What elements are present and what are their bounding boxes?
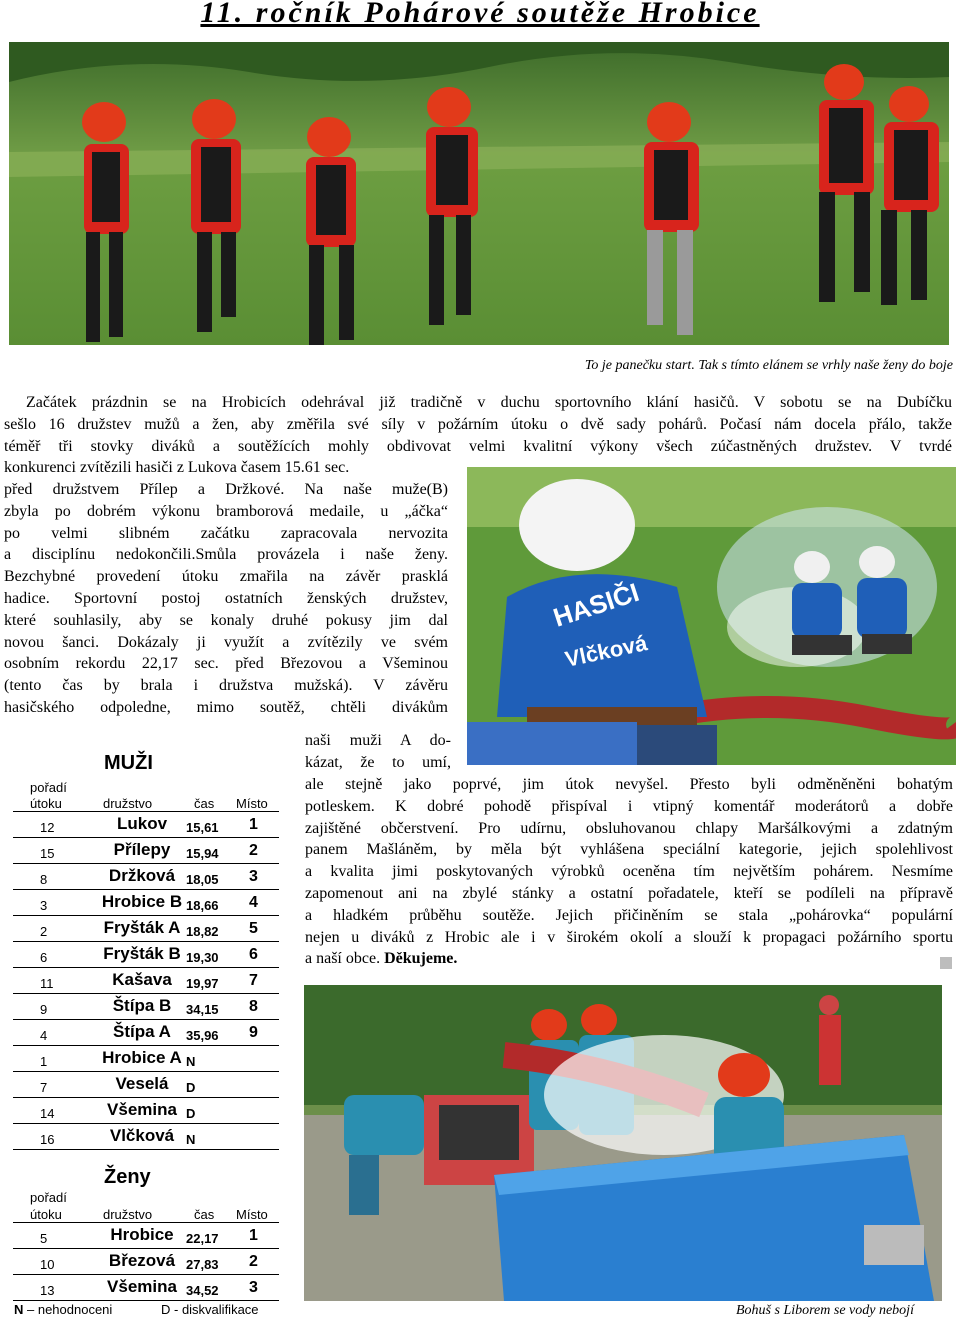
svg-text:Vlčková: Vlčková [562, 630, 650, 672]
article-line: které souhlasily, aby se konaly druhé pokusy jim dal [4, 611, 448, 629]
cell-poradi: 3 [40, 898, 48, 913]
table-rule [13, 1045, 279, 1046]
page-title: 11. ročník Pohárové soutěže Hrobice [200, 0, 760, 29]
photo-women-start-graphic [9, 42, 949, 345]
cell-poradi: 5 [40, 1231, 48, 1246]
cell-misto: 2 [249, 842, 258, 859]
cell-cas: 19,97 [186, 976, 219, 991]
article-line: téměř tři stovky diváků a soutěžících mohly obdivovat velmi kvalitní výkony všech zúčastněných družstev. V tvrdé [4, 437, 952, 455]
table-rule [13, 993, 279, 994]
cell-misto: 5 [249, 920, 258, 937]
article-line: hasičského odpoledne, mimo soutěž, chtěli divákům [4, 698, 448, 716]
article-last-text: a naší obce. [305, 950, 385, 968]
table-rule [13, 1222, 279, 1223]
col-druzstvo: družstvo [103, 1207, 153, 1222]
muzi-heading: MUŽI [104, 752, 153, 774]
table-rule [13, 1248, 279, 1249]
muzi-table [0, 748, 300, 1158]
cell-cas: 34,15 [186, 1002, 219, 1017]
article-line: panem Mašláněm, by měla být vyhlášena speciální kategorie, jejich spolehlivost [305, 841, 953, 859]
article-line: naši muži A do- [305, 732, 451, 749]
article-line: (tento čas by brala i družstva mužská). V závěru [4, 677, 448, 695]
article-thanks: Děkujeme. [384, 950, 458, 968]
article-line: po velmi slibném začátku zapracovala nervozita [4, 524, 448, 542]
article-line: hadice. Sportovní postoj ostatních ženských družstev, [4, 589, 448, 607]
article-line: kázat, že to umí, [305, 753, 451, 771]
article-line: Začátek prázdnin se na Hrobicích odehrával již tradičně v duchu sportovního klání hasičů. V sobotu se na Dubíčku [26, 394, 952, 411]
article-line: a disciplínu nedokončili.Smůla provázela i naše ženy. [4, 546, 448, 564]
cell-poradi: 15 [40, 846, 55, 861]
article-line: a hladkém průběhu soutěže. Jejich přičiněním se stala „pohárovka“ populární [305, 906, 953, 924]
article-line: osobním rekordu 22,17 sec. před Březovou a Všeminou [4, 655, 448, 673]
cell-druzstvo: Držková [108, 866, 176, 885]
legend [14, 1302, 259, 1317]
col-poradi-line1: pořadí [30, 780, 67, 795]
cell-poradi: 8 [40, 872, 48, 887]
cell-cas: 18,05 [186, 872, 219, 887]
cell-druzstvo: Hrobice [110, 1225, 174, 1244]
article-left-column [4, 479, 448, 719]
table-rule [13, 1019, 279, 1020]
col-cas: čas [194, 1207, 215, 1222]
cell-cas: 34,52 [186, 1283, 219, 1298]
cell-cas: 18,66 [186, 898, 219, 913]
article-right-column [305, 774, 953, 970]
cell-druzstvo: Všemina [107, 1100, 177, 1119]
svg-text:HASIČI: HASIČI [549, 576, 643, 633]
table-rule [13, 811, 279, 812]
legend-d: D - diskvalifikace [161, 1302, 259, 1317]
article-line: novou šanci. Dokázaly ji využít a zvítězily ve svém [4, 633, 448, 651]
cell-misto: 7 [249, 972, 258, 989]
cell-poradi: 4 [40, 1028, 48, 1043]
col-poradi-line2: útoku [30, 796, 62, 811]
article-line: nejen u diváků z Hrobic ale i v širokém okolí a slouží k propagaci požárního sportu [305, 928, 953, 946]
table-rule [13, 1300, 279, 1301]
legend-n-text: – nehodnoceni [23, 1302, 113, 1317]
table-rule [13, 941, 279, 942]
table-rule [13, 1149, 279, 1150]
photo-water-tank-graphic [304, 985, 942, 1301]
cell-poradi: 11 [40, 976, 54, 991]
cell-misto: 9 [249, 1024, 258, 1041]
col-poradi-line1: pořadí [30, 1190, 67, 1205]
cell-druzstvo: Fryšták A [103, 918, 181, 937]
table-rule [13, 837, 279, 838]
legend-n: N [14, 1302, 24, 1317]
article-line: před družstvem Přílep a Držkové. Na naše muže(B) [4, 481, 448, 498]
article-line: zajištěné občerstvení. Pro udírnu, obsluhovanou chlapy Maršálkovými a zdatným [305, 819, 953, 837]
cell-poradi: 12 [40, 820, 55, 835]
cell-cas: D [186, 1080, 196, 1095]
cell-cas: 22,17 [186, 1231, 219, 1246]
article-line: ale stejně jako poprvé, jim útok nevyšel. Přesto byli odměněněni bohatým [305, 776, 953, 793]
cell-misto: 1 [249, 1227, 258, 1244]
cell-druzstvo: Kašava [112, 970, 172, 989]
table-rule [13, 1071, 279, 1072]
cell-druzstvo: Vlčková [109, 1126, 175, 1145]
article-line: sešlo 16 družstev mužů a žen, aby změřila své síly v požárním útoku o dvě sady pohárů. Počasí nám docela přálo, takže [4, 415, 952, 433]
article-line: konkurenci zvítězili hasiči z Lukova časem 15.61 sec. [4, 459, 350, 477]
col-cas: čas [194, 796, 215, 811]
photo-water-tank [304, 985, 942, 1301]
col-druzstvo: družstvo [103, 796, 153, 811]
col-poradi-line2: útoku [30, 1207, 62, 1222]
col-misto: Místo [236, 1207, 268, 1222]
table-rule [13, 1097, 279, 1098]
cell-misto: 2 [249, 1253, 258, 1270]
article-line: a kvalita jimi poskytovaných výrobků oceněna tím největším pohárem. Nesmíme [305, 863, 953, 881]
cell-poradi: 13 [40, 1283, 55, 1298]
cell-cas: 15,61 [186, 820, 219, 835]
col-misto: Místo [236, 796, 268, 811]
table-rule [13, 967, 279, 968]
cell-poradi: 10 [40, 1257, 55, 1272]
table-rule [13, 915, 279, 916]
cell-cas: 18,82 [186, 924, 219, 939]
cell-cas: 35,96 [186, 1028, 219, 1043]
cell-misto: 4 [249, 894, 258, 911]
cell-druzstvo: Štípa A [113, 1022, 171, 1041]
photo-caption-top: To je panečku start. Tak s tímto elánem se vrhly naše ženy do boje [584, 358, 953, 373]
cell-poradi: 7 [40, 1080, 48, 1095]
cell-misto: 1 [249, 816, 258, 833]
cell-druzstvo: Štípa B [112, 996, 172, 1015]
cell-poradi: 2 [40, 924, 48, 939]
cell-misto: 8 [249, 998, 258, 1015]
cell-poradi: 1 [40, 1054, 48, 1069]
cell-poradi: 6 [40, 950, 48, 965]
article-line: zbyla po dobrém výkonu bramborová medaile, u „áčka“ [4, 502, 448, 520]
cell-druzstvo: Lukov [116, 814, 168, 833]
cell-druzstvo: Veselá [115, 1074, 169, 1093]
photo-caption-bottom: Bohuš s Liborem se vody nebojí [736, 1303, 914, 1318]
cell-cas: N [186, 1054, 196, 1069]
cell-misto: 3 [249, 1279, 258, 1296]
cell-cas: 27,83 [186, 1257, 219, 1272]
cell-druzstvo: Přílepy [113, 840, 171, 859]
zeny-heading: Ženy [104, 1166, 151, 1188]
cell-cas: 15,94 [186, 846, 219, 861]
cell-poradi: 16 [40, 1132, 55, 1147]
cell-druzstvo: Hrobice A [102, 1048, 182, 1067]
article-line: Bezchybné provedení útoku zmařila na závěr prasklá [4, 568, 448, 586]
cell-misto: 3 [249, 868, 258, 885]
photo-women-start [9, 42, 949, 345]
cell-misto: 6 [249, 946, 258, 963]
cell-druzstvo: Fryšták B [103, 944, 181, 963]
article-line: zapomenout ani na zbylé stánky a ostatní pořadatele, kteří se podíleli na přípravě [305, 884, 953, 902]
table-rule [13, 889, 279, 890]
cell-cas: D [186, 1106, 196, 1121]
cell-poradi: 9 [40, 1002, 48, 1017]
cell-druzstvo: Březová [108, 1251, 176, 1270]
cell-cas: N [186, 1132, 196, 1147]
table-rule [13, 1274, 279, 1275]
article-line: potleskem. K dobré pohodě přispíval i vtipný komentář moderátorů a dobře [305, 797, 953, 815]
end-square-icon [940, 957, 952, 969]
photo-hasici-vlckova [467, 467, 956, 765]
zeny-table [0, 1160, 300, 1320]
article-narrow [305, 730, 451, 774]
article-line-last [305, 948, 953, 970]
cell-druzstvo: Všemina [107, 1277, 177, 1296]
photo-hasici-graphic [467, 467, 956, 765]
table-rule [13, 863, 279, 864]
table-rule [13, 1123, 279, 1124]
cell-poradi: 14 [40, 1106, 55, 1121]
cell-druzstvo: Hrobice B [101, 892, 183, 911]
cell-cas: 19,30 [186, 950, 219, 965]
